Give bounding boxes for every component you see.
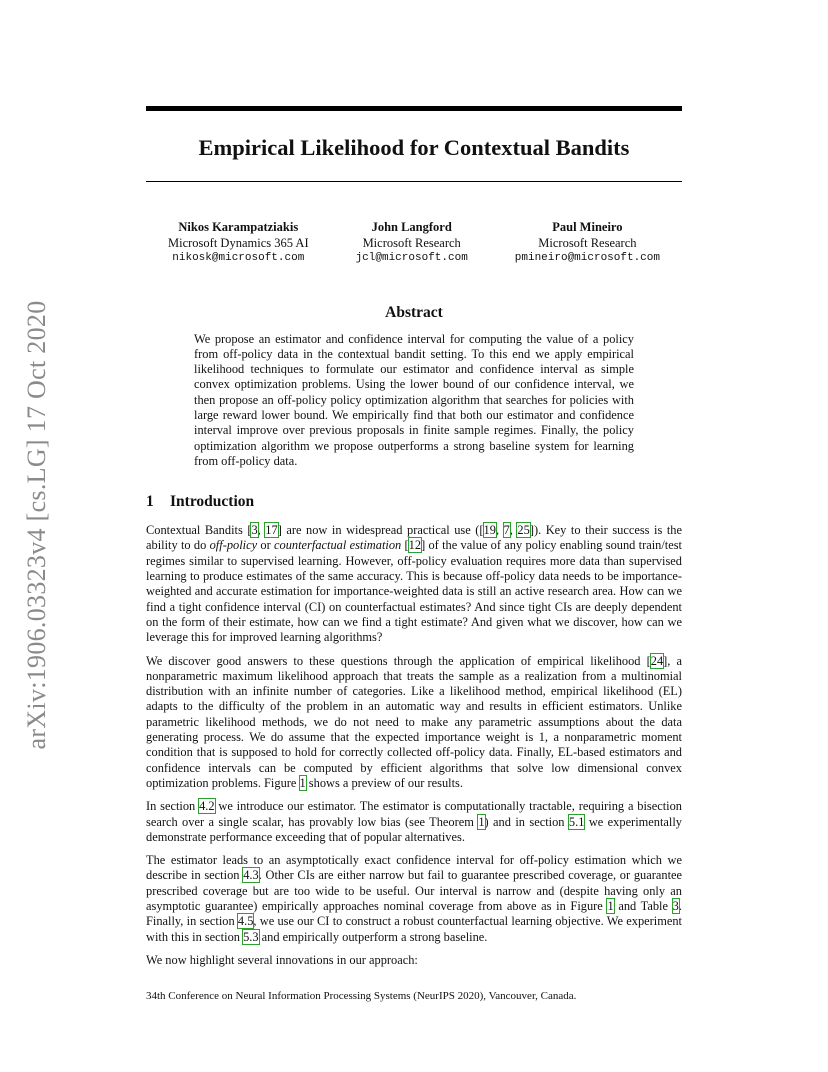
citation-link[interactable]: 7 — [503, 523, 510, 538]
text-run: and empirically outperform a strong baseline. — [258, 929, 488, 944]
text-run: [ — [401, 538, 409, 553]
paragraph-3 — [146, 799, 682, 845]
text-run: ]). Key to their success is the ability to do — [146, 523, 682, 553]
emphasis: counterfactual estimation — [274, 538, 402, 553]
text-run: ] are now in widespread practical use ([ — [277, 523, 484, 538]
paper-title: Empirical Likelihood for Contextual Bandits — [198, 135, 630, 160]
text-run: In section — [146, 799, 200, 814]
author-3 — [515, 220, 660, 267]
table-link[interactable]: 3 — [672, 899, 679, 913]
citation-link[interactable]: 25 — [517, 523, 530, 538]
paragraph-1 — [146, 523, 682, 645]
figure-link[interactable]: 1 — [607, 899, 614, 913]
text-run: or — [257, 538, 275, 553]
text-run: ] of the value of any policy enabling sound train/test regimes similar to supervised learning. However, off-policy evaluation requires more data than supervised learning to produce estimates of the same accuracy. This is because off-policy data needs to be importance-weighted and accurate estimation for importance-weighted data is still an active research area. How can we find a tight confidence interval (CI) on counterfactual estimates? And since tight CIs are deeply dependent on the form of their estimate, how can we find a tight estimate? And given what we discover, how can we leverage this for improved learning algorithms? — [146, 538, 683, 645]
section-link[interactable]: 4.3 — [243, 868, 259, 883]
text-run: we experimentally demonstrate performance exceeding that of popular alternatives. — [146, 814, 682, 844]
citation-link[interactable]: 24 — [650, 653, 664, 668]
author-affiliation: Microsoft Research — [538, 235, 637, 250]
citation-link[interactable]: 3 — [251, 523, 258, 538]
author-email[interactable]: jcl@microsoft.com — [355, 252, 468, 264]
text-run: shows a preview of our results. — [305, 775, 463, 790]
text-run: , — [495, 523, 504, 538]
author-block — [168, 220, 660, 267]
text-run: , — [509, 523, 518, 538]
author-email[interactable]: pmineiro@microsoft.com — [514, 252, 660, 264]
text-run: . Finally, in section — [146, 899, 682, 929]
figure-link[interactable]: 1 — [299, 775, 306, 790]
section-link[interactable]: 4.2 — [199, 799, 215, 814]
text-run: we introduce our estimator. The estimator is computationally tractable, requiring a bisection search over a single scalar, has provably low bias (see Theorem — [146, 799, 682, 829]
author-name: John Langford — [371, 220, 452, 234]
theorem-link[interactable]: 1 — [478, 814, 485, 829]
title-rule-top — [146, 106, 682, 111]
author-affiliation: Microsoft Research — [362, 235, 461, 250]
author-name: Nikos Karampatziakis — [178, 220, 299, 234]
citation-link[interactable]: 19 — [483, 523, 496, 538]
author-email[interactable]: nikosk@microsoft.com — [172, 252, 305, 264]
author-name: Paul Mineiro — [552, 220, 623, 234]
title-rule-bottom — [146, 181, 682, 182]
abstract-text: We propose an estimator and confidence interval for computing the value of a policy from off-policy data in the contextual bandit setting. To this end we apply empirical likelihood techniques to formulate our estimator and confidence interval as simple convex optimization problems. Using the lower bound of our confidence interval, we then propose an off-policy policy optimization algorithm that searches for policies with large reward lower bound. We empirically find that both our estimator and confidence interval improve over previous proposals in finite sample regimes. Finally, the policy optimization algorithm we propose outperforms a strong baseline system for learning from off-policy data. — [194, 331, 634, 468]
emphasis: off-policy — [209, 538, 258, 553]
paragraph-4 — [146, 853, 682, 945]
paper-page — [146, 106, 682, 976]
text-run: . Other CIs are either narrow but fail to guarantee prescribed coverage, or guarantee prescribed coverage but are too wide to be useful. Our interval is narrow and (despite having only an asymptotic guarantee) empirically approaches nominal coverage from above as in Figure — [146, 868, 683, 913]
text-run: We discover good answers to these questions through the application of empirical likelihood [ — [146, 653, 651, 668]
section-number: 1 — [146, 493, 154, 511]
text-run: Contextual Bandits [ — [146, 523, 252, 538]
citation-link[interactable]: 17 — [265, 523, 278, 538]
text-run: , we use our CI to construct a robust counterfactual learning objective. We experiment with this in section — [146, 914, 682, 944]
section-heading — [146, 493, 682, 511]
text-run: , — [257, 523, 266, 538]
citation-link[interactable]: 12 — [408, 538, 422, 553]
author-affiliation: Microsoft Dynamics 365 AI — [168, 235, 309, 250]
section-link[interactable]: 4.5 — [237, 914, 254, 929]
text-run: ], a nonparametric maximum likelihood approach that treats the sample as a realization from a multinomial distribution with an infinite number of categories. Like a likelihood method, empirical likelihood (EL) adapts to the difficulty of the problem in an automatic way and results in efficient estimators. Unlike parametric likelihood methods, we do not need to make any parametric assumptions about the data generating process. We do assume that the expected importance weight is 1, a nonparametric moment condition that is supposed to hold for correctly collected off-policy data. Finally, EL-based estimators and confidence intervals can be computed by efficient algorithms that solve low dimensional convex optimization problems. Figure — [146, 653, 682, 790]
text-run: ) and in section — [484, 814, 569, 829]
paragraph-2 — [146, 654, 682, 792]
arxiv-stamp — [22, 290, 52, 760]
paragraph-5: We now highlight several innovations in our approach: — [146, 952, 418, 967]
section-link[interactable]: 5.3 — [243, 929, 259, 944]
text-run: and Table — [613, 899, 673, 913]
conference-footer: 34th Conference on Neural Information Processing Systems (NeurIPS 2020), Vancouver, Canada. — [146, 990, 577, 1002]
author-1 — [168, 220, 309, 267]
section-title: Introduction — [170, 493, 255, 511]
text-run: The estimator leads to an asymptotically exact confidence interval for off-policy estimation which we describe in section — [146, 853, 682, 883]
author-2 — [356, 220, 468, 267]
arxiv-stamp-text: arXiv:1906.03323v4 [cs.LG] 17 Oct 2020 — [22, 300, 51, 750]
section-link[interactable]: 5.1 — [568, 814, 585, 829]
abstract-heading: Abstract — [385, 303, 443, 321]
